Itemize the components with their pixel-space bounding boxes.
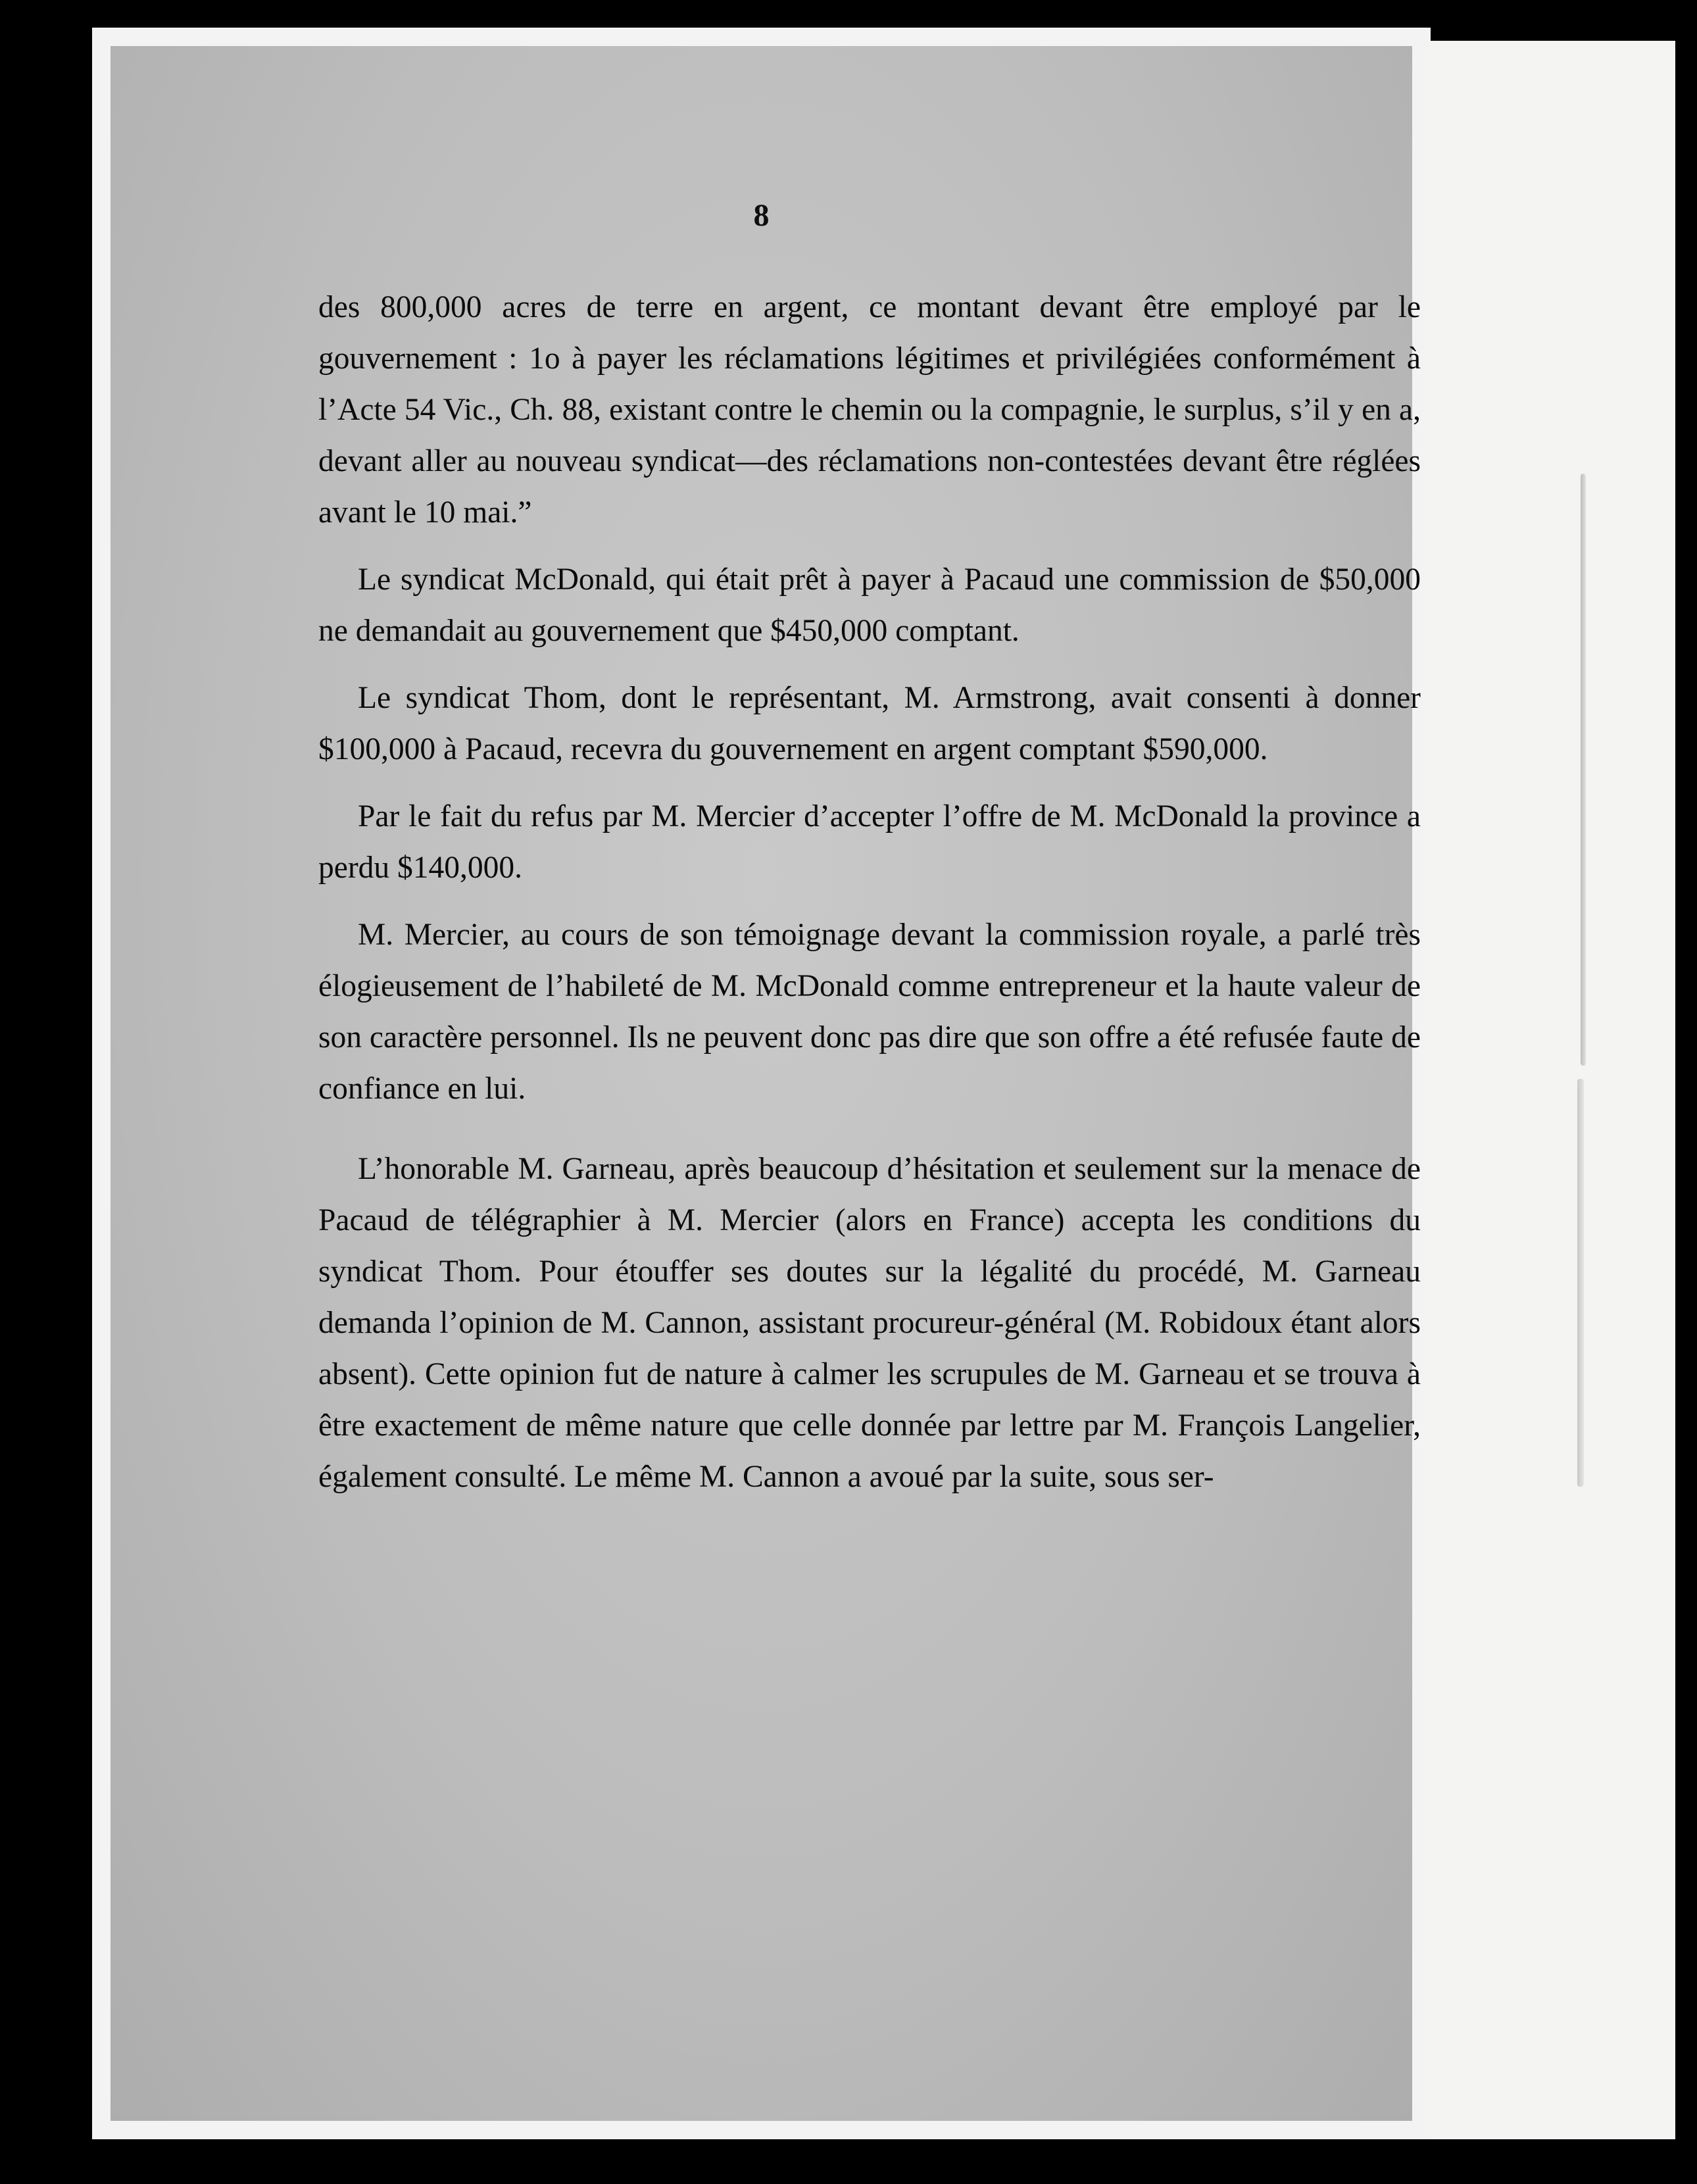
page-fold-mark	[1577, 1079, 1584, 1487]
paragraph: Le syndicat McDonald, qui était prêt à payer à Pacaud une commission de $50,000 ne demandait au gouvernement que $450,000 comptant.	[318, 562, 1421, 648]
paragraph: des 800,000 acres de terre en argent, ce montant devant être employé par le gouvernement : 1o à payer les réclamations légitimes et privilégiées conformément à l’Acte 54 Vic., Ch. 88, existant contre le chemin ou la compagnie, le surplus, s’il y en a, devant aller au nouveau syndicat—des réclamations non-contestées devant être réglées avant le 10 mai.”	[318, 290, 1421, 530]
paragraph: Le syndicat Thom, dont le représentant, M. Armstrong, avait consenti à donner $100,000 à Pacaud, recevra du gouvernement en argent comptant $590,000.	[318, 681, 1421, 766]
page-fold-mark	[1581, 474, 1586, 1066]
paragraph: Par le fait du refus par M. Mercier d’accepter l’offre de M. McDonald la province a perdu $140,000.	[318, 799, 1421, 885]
adjacent-page-edge	[1431, 41, 1675, 2139]
body-text	[318, 282, 1421, 1502]
paragraph: M. Mercier, au cours de son témoignage devant la commission royale, a parlé très élogieusement de l’habileté de M. McDonald comme entrepreneur et la haute valeur de son caractère personnel. Ils ne peuvent donc pas dire que son offre a été refusée faute de confiance en lui.	[318, 918, 1421, 1106]
page-number: 8	[753, 198, 770, 233]
scanned-page	[92, 28, 1431, 2139]
page-surface	[111, 46, 1421, 2121]
paragraph: L’honorable M. Garneau, après beaucoup d’hésitation et seulement sur la menace de Pacaud de télégraphier à M. Mercier (alors en France) accepta les conditions du syndicat Thom. Pour étouffer ses doutes sur la légalité du procédé, M. Garneau demanda l’opinion de M. Cannon, assistant procureur-général (M. Robidoux étant alors absent). Cette opinion fut de nature à calmer les scrupules de M. Garneau et se trouva à être exactement de même nature que celle donnée par lettre par M. François Langelier, également consulté. Le même M. Cannon a avoué par la suite, sous ser-	[318, 1152, 1421, 1494]
